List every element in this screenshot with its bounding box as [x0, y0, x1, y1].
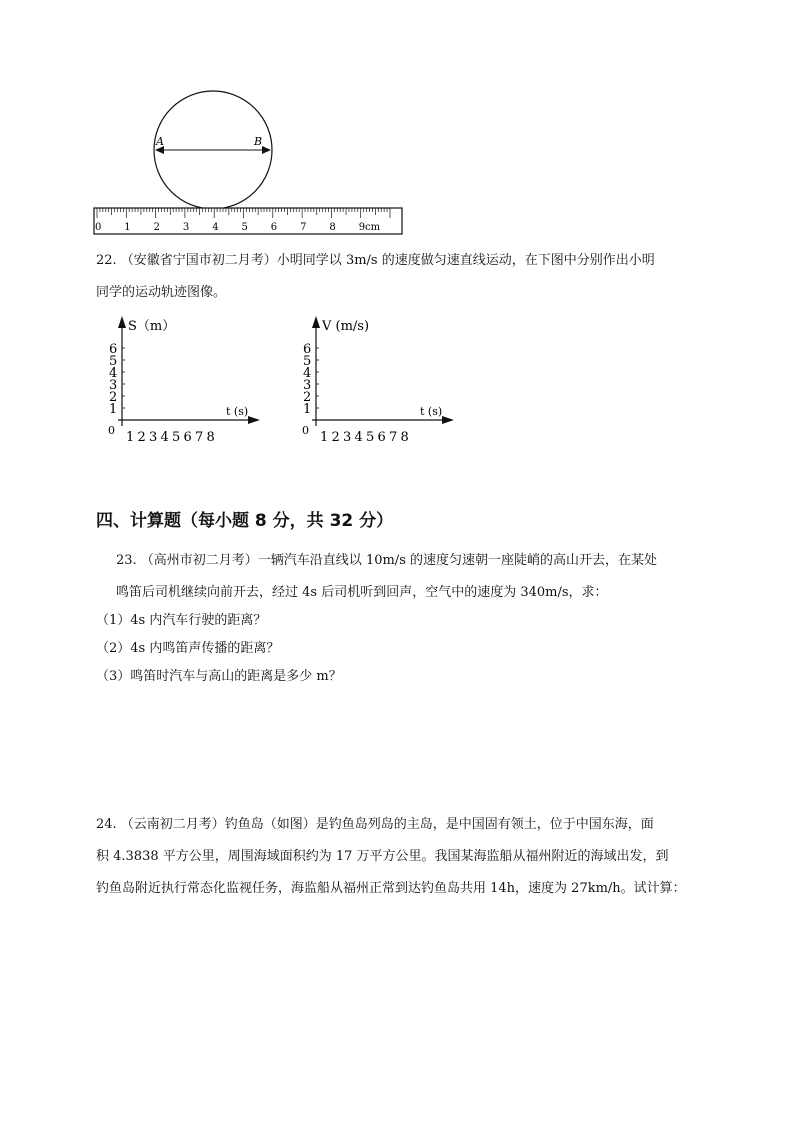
x-tick-label: 1 — [126, 430, 135, 445]
q23-sub3: （3）鸣笛时汽车与高山的距离是多少 m？ — [96, 669, 342, 684]
y-tick-label: 3 — [109, 378, 118, 393]
x-tick-label: 6 — [377, 430, 386, 445]
y-axis-label: S（m） — [128, 319, 176, 334]
q24-line3: 钓鱼岛附近执行常态化监视任务，海监船从福州正常到达钓鱼岛共用 14h，速度为 27km/h。试计算： — [96, 881, 686, 896]
ruler-tick-label: 9cm — [358, 222, 381, 233]
x-axis-arrow — [248, 416, 260, 424]
q24-line2: 积 4.3838 平方公里，周围海域面积约为 17 万平方公里。我国某海监船从福州附近的海域出发，到 — [96, 849, 669, 864]
label-b: B — [254, 135, 263, 148]
x-tick-label: 4 — [160, 430, 169, 445]
y-tick-label: 4 — [109, 366, 118, 381]
x-tick-label: 6 — [183, 430, 192, 445]
s-t-graph — [96, 312, 274, 452]
origin-label: 0 — [108, 424, 115, 437]
q22-line2: 同学的运动轨迹图像。 — [96, 285, 227, 300]
ruler-tick-label: 7 — [300, 222, 307, 233]
x-tick-label: 8 — [206, 430, 215, 445]
y-axis-arrow — [118, 316, 126, 328]
x-tick-label: 3 — [149, 430, 158, 445]
x-axis-label: t (s) — [420, 405, 443, 418]
y-tick-label: 2 — [109, 390, 118, 405]
ruler-tick-label: 1 — [124, 222, 131, 233]
origin-label: 0 — [302, 424, 309, 437]
ruler-tick-label: 2 — [153, 222, 160, 233]
x-axis-arrow — [442, 416, 454, 424]
x-tick-label: 3 — [343, 430, 352, 445]
x-tick-label: 5 — [366, 430, 375, 445]
y-axis-arrow — [312, 316, 320, 328]
x-tick-label: 2 — [331, 430, 340, 445]
q23-line2: 鸣笛后司机继续向前开去，经过 4s 后司机听到回声，空气中的速度为 340m/s，求： — [116, 585, 608, 600]
y-tick-label: 5 — [109, 354, 118, 369]
ruler-tick-label: 5 — [241, 222, 248, 233]
circle-ruler-figure — [88, 90, 408, 235]
ruler-tick-label: 3 — [182, 222, 190, 233]
ruler-tick-label: 0 — [95, 222, 102, 233]
y-tick-label: 2 — [303, 390, 312, 405]
x-tick-label: 5 — [172, 430, 181, 445]
x-tick-label: 8 — [400, 430, 409, 445]
q23-sub1: （1）4s 内汽车行驶的距离？ — [96, 613, 267, 628]
y-tick-label: 1 — [303, 402, 312, 417]
y-tick-label: 6 — [303, 342, 312, 357]
y-tick-label: 5 — [303, 354, 312, 369]
ruler-tick-label: 4 — [212, 222, 219, 233]
x-tick-label: 2 — [137, 430, 146, 445]
v-t-graph — [290, 312, 460, 452]
y-tick-label: 3 — [303, 378, 312, 393]
ruler-tick-label: 6 — [270, 222, 278, 233]
x-tick-label: 7 — [389, 430, 398, 445]
section-heading: 四、计算题（每小题 8 分，共 32 分） — [96, 511, 394, 531]
x-tick-label: 1 — [320, 430, 329, 445]
q24-line1: 24. （云南初二月考）钓鱼岛（如图）是钓鱼岛列岛的主岛，是中国固有领土，位于中国东海，面 — [96, 817, 654, 832]
y-tick-label: 6 — [109, 342, 118, 357]
y-tick-label: 1 — [109, 402, 118, 417]
q23-line1: 23. （高州市初二月考）一辆汽车沿直线以 10m/s 的速度匀速朝一座陡峭的高山开去，在某处 — [116, 553, 657, 568]
x-tick-label: 7 — [195, 430, 204, 445]
arrow-head-right — [262, 146, 271, 154]
y-tick-label: 4 — [303, 366, 312, 381]
ruler — [94, 208, 402, 234]
q23-sub2: （2）4s 内鸣笛声传播的距离？ — [96, 641, 280, 656]
x-tick-label: 4 — [354, 430, 363, 445]
y-axis-label: V (m/s) — [322, 319, 370, 334]
label-a: A — [156, 135, 164, 148]
x-axis-label: t (s) — [226, 405, 249, 418]
q22-line1: 22. （安徽省宁国市初二月考）小明同学以 3m/s 的速度做匀速直线运动，在下图中分别作出小明 — [96, 253, 655, 268]
ruler-tick-label: 8 — [329, 222, 336, 233]
